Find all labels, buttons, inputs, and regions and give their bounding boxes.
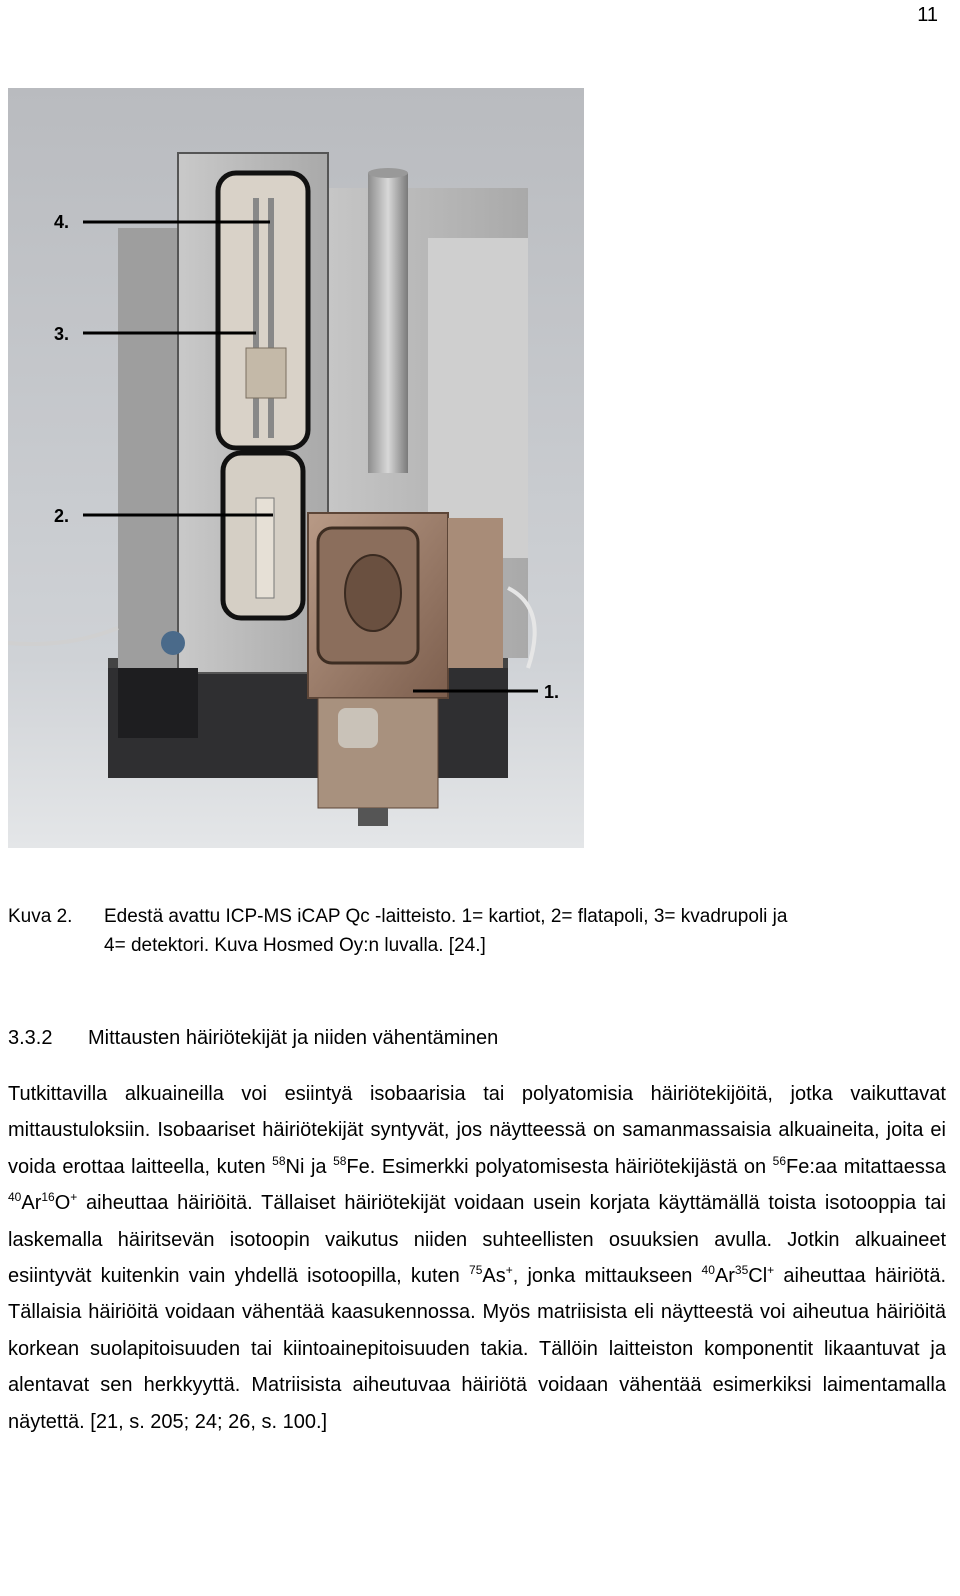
element-symbol: Fe:aa [786,1155,838,1178]
ion-charge: + [505,1263,513,1278]
ion-charge: + [767,1263,775,1278]
caption-line-1: Edestä avattu ICP-MS iCAP Qc -laitteisto. 1= kartiot, 2= flatapoli, 3= kvadrupoli ja [104,906,788,927]
text-run: ja [304,1155,334,1178]
caption-label: Kuva 2. [8,906,73,927]
callout-4: 4. [54,212,70,232]
isotope-mass: 58 [333,1153,347,1168]
callout-2: 2. [54,506,70,526]
isotope-mass: 56 [772,1153,787,1168]
ion-charge: + [70,1190,78,1205]
figure-caption [8,902,938,960]
section-number: 3.3.2 [8,1027,53,1049]
element-symbol: Cl [748,1265,768,1288]
element-symbol: Ni [285,1155,305,1178]
isotope-mass: 16 [41,1190,55,1205]
element-symbol: As [482,1265,506,1288]
section-heading [8,1027,938,1050]
icp-ms-illustration [8,88,584,848]
isotope-mass: 58 [272,1153,286,1168]
callout-3: 3. [54,324,70,344]
isotope-mass: 35 [734,1263,749,1278]
text-run: Tutkittavilla alkuaineilla voi esiintyä isobaarisia tai polyatomisia häiriötekijöitä, jotka vaikuttavat mittaustuloksiin. Isobaariset häiriötekijät syntyvät, jos näytteessä on samanmassaisia alkuaineita, joita ei voida erottaa laitteella, kuten [8,1083,946,1178]
text-run: aiheuttaa häiriötä. Tällaisia häiriöitä voidaan vähentää kaasukennossa. Myös matriisista eli näytteestä voi aiheutua häiriöitä korkean suolapitoisuuden tai kiintoainepitoisuuden takia. Tällöin laitteiston komponentit likaantuvat ja alentavat sen herkkyyttä. Matriisista aiheutuvaa häiriötä voidaan vähentää esimerkiksi laimentamalla näytettä. [21, s. 205; 24; 26, s. 100.] [8,1265,947,1433]
page-number: 11 [917,4,938,26]
element-symbol: Ar [21,1192,42,1215]
element-symbol: O [54,1192,71,1215]
caption-text [104,902,938,960]
text-run: aiheuttaa häiriöitä. Tällaiset häiriötekijät voidaan usein korjata käyttämällä toista isotooppia tai laskemalla häiritsevän isotoopin vaikutus niiden suhteellisten osuuksien avulla. Jotkin alkuaineet esiintyvät kuitenkin vain yhdellä isotoopilla, kuten [8,1192,946,1288]
text-run: , jonka mittaukseen [512,1265,702,1288]
text-run: mitattaessa [837,1155,947,1178]
callout-1: 1. [544,682,560,702]
element-symbol: Ar [714,1265,735,1288]
isotope-mass: 40 [701,1263,715,1278]
instrument-photo [8,88,584,848]
body-paragraph [8,1076,946,1440]
text-run: . Esimerkki polyatomisesta häiriötekijästä on [369,1155,773,1178]
isotope-mass: 40 [8,1190,22,1205]
caption-line-2: 4= detektori. Kuva Hosmed Oy:n luvalla. [24.] [104,935,486,956]
isotope-mass: 75 [469,1263,483,1278]
element-symbol: Fe [346,1155,370,1178]
section-title: Mittausten häiriötekijät ja niiden vähentäminen [88,1027,499,1049]
